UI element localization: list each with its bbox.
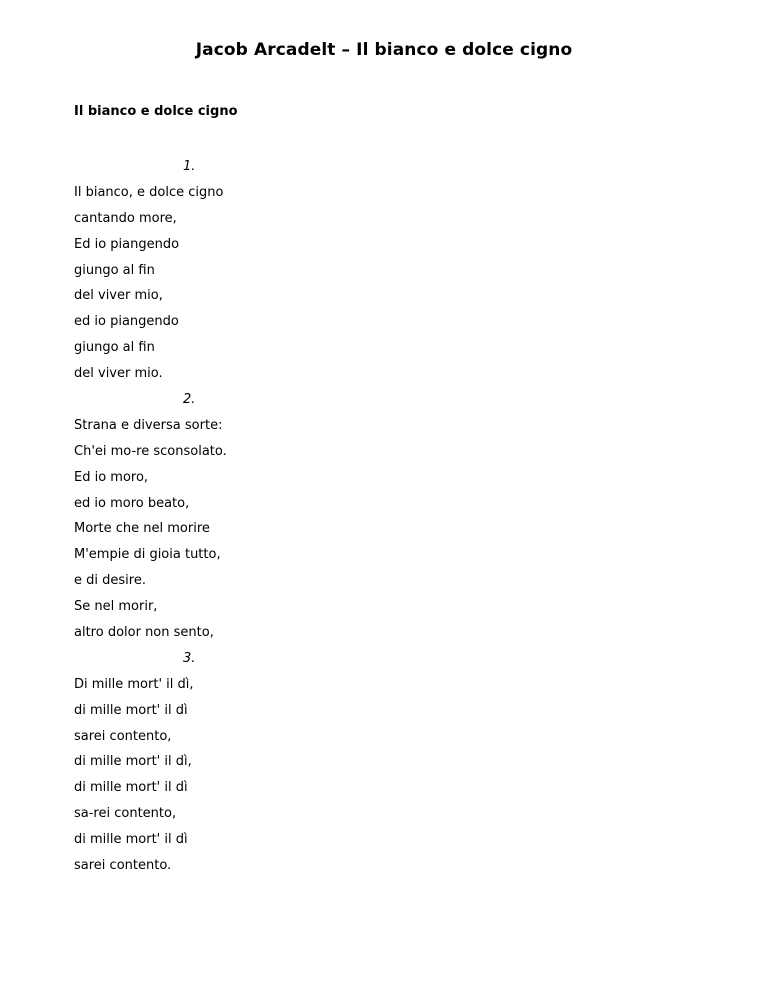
- lyric-line: di mille mort' il dì,: [74, 754, 192, 770]
- lyric-line: Ed io piangendo: [74, 236, 180, 252]
- verse-number: 2.: [183, 392, 196, 408]
- lyric-line: sarei contento.: [74, 858, 172, 874]
- lyric-line: di mille mort' il dì: [74, 780, 188, 796]
- lyric-line: Strana e diversa sorte:: [74, 417, 223, 433]
- lyric-line: del viver mio.: [74, 366, 163, 382]
- lyric-line: Ed io moro,: [74, 469, 149, 485]
- verse-number: 1.: [183, 159, 196, 174]
- lyric-line: Di mille mort' il dì,: [74, 676, 194, 692]
- lyrics-body: [74, 154, 674, 879]
- lyric-line: altro dolor non sento,: [74, 625, 214, 641]
- verse-number: 3.: [183, 650, 196, 666]
- lyric-line: Se nel morir,: [74, 599, 158, 615]
- lyric-line: cantando more,: [74, 210, 177, 226]
- lyric-line: Il bianco, e dolce cigno: [74, 184, 224, 200]
- lyric-line: sarei contento,: [74, 728, 172, 744]
- song-heading: Il bianco e dolce cigno: [74, 104, 238, 119]
- lyric-line: Ch'ei mo-re sconsolato.: [74, 443, 227, 459]
- document-title: Jacob Arcadelt – Il bianco e dolce cigno: [195, 40, 573, 60]
- lyric-line: giungo al fin: [74, 262, 155, 278]
- lyric-line: Morte che nel morire: [74, 521, 210, 537]
- lyric-line: ed io piangendo: [74, 314, 179, 330]
- lyric-line: di mille mort' il dì: [74, 702, 188, 718]
- lyric-line: del viver mio,: [74, 288, 163, 304]
- lyric-line: e di desire.: [74, 573, 146, 589]
- lyric-line: ed io moro beato,: [74, 495, 190, 511]
- lyric-line: giungo al fin: [74, 340, 155, 356]
- lyric-line: M'empie di gioia tutto,: [74, 547, 221, 563]
- lyric-line: di mille mort' il dì: [74, 832, 188, 848]
- lyric-line: sa-rei contento,: [74, 806, 177, 822]
